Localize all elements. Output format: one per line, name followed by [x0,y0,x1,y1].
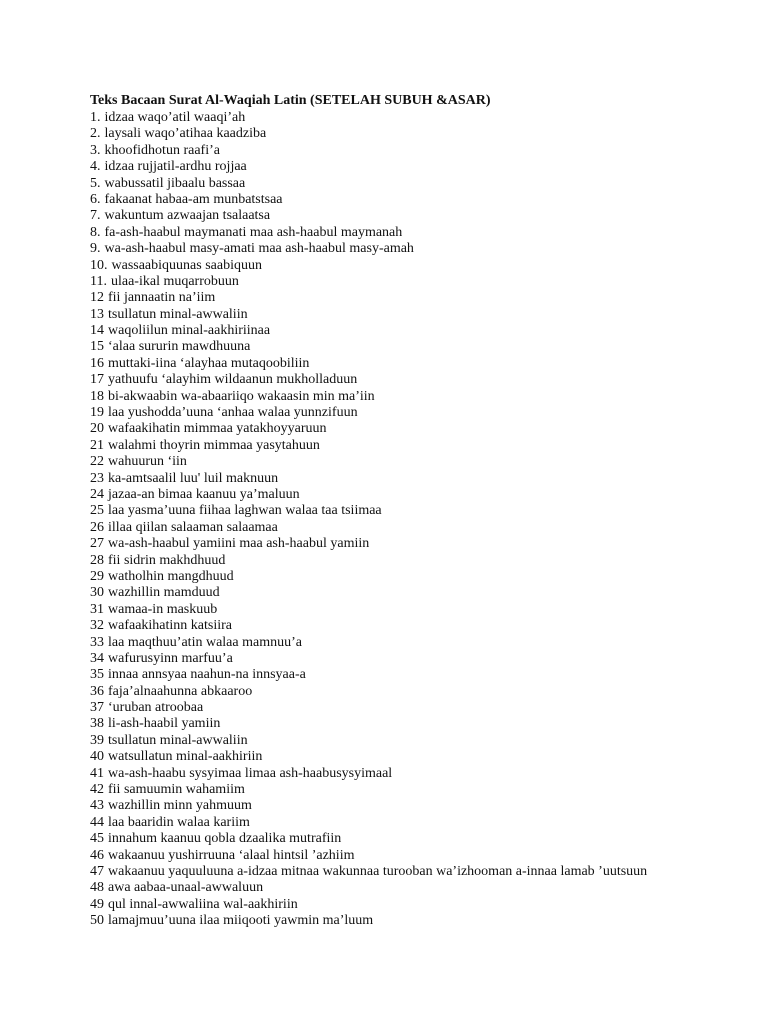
verse-number: 11. [90,273,107,289]
verse-line [90,438,750,454]
verse-line [90,405,750,421]
verse-text: wazhillin mamduud [108,585,220,601]
verse-number: 2. [90,126,101,142]
verse-number: 32 [90,618,104,634]
verse-text: bi-akwaabin wa-abaariiqo wakaasin min ma’iin [108,388,375,404]
verse-text: tsullatun minal-awwaliin [108,732,248,748]
verse-line [90,503,750,519]
document-title: Teks Bacaan Surat Al-Waqiah Latin (SETELAH SUBUH &ASAR) [90,93,491,108]
verse-line [90,897,750,913]
verse-number: 8. [90,224,101,240]
verse-line [90,913,750,929]
verse-text: walahmi thoyrin mimmaa yasytahuun [108,437,320,453]
verse-text: innaa annsyaa naahun-na innsyaa-a [108,667,306,683]
verse-text: wakuntum azwaajan tsalaatsa [104,208,271,224]
verse-line [90,831,750,847]
verse-text: wazhillin minn yahmuum [108,798,252,814]
verse-line [90,159,750,175]
verse-line [90,454,750,470]
verse-line [90,618,750,634]
verse-text: jazaa-an bimaa kaanuu ya’maluun [108,486,300,502]
verse-line [90,471,750,487]
verse-text: laa maqthuu’atin walaa mamnuu’a [108,634,302,650]
verse-line [90,749,750,765]
verse-line [90,716,750,732]
verse-number: 29 [90,568,104,584]
verse-line [90,815,750,831]
verse-number: 6. [90,191,101,207]
document-page [90,92,750,930]
verse-number: 36 [90,683,104,699]
verse-text: illaa qiilan salaaman salaamaa [108,519,278,535]
verse-text: wamaa-in maskuub [108,601,218,617]
verse-line [90,258,750,274]
verse-text: fakaanat habaa-am munbatstsaa [104,191,283,207]
verse-line [90,798,750,814]
verse-number: 18 [90,388,104,404]
verse-text: laysali waqo’atihaa kaadziba [104,126,267,142]
verse-text: wafaakihatin mimmaa yatakhoyyaruun [108,421,327,437]
verse-number: 43 [90,798,104,814]
verse-number: 35 [90,667,104,683]
verse-number: 21 [90,437,104,453]
verse-text: fii samuumin wahamiim [108,782,245,798]
verse-number: 7. [90,208,101,224]
verse-number: 14 [90,323,104,339]
verse-text: faja’alnaahunna abkaaroo [108,683,253,699]
verse-line [90,290,750,306]
verse-line [90,766,750,782]
verse-text: ka-amtsaalil luu' luil maknuun [108,470,279,486]
verse-number: 39 [90,732,104,748]
verse-text: ulaa-ikal muqarrobuun [110,273,239,289]
verse-number: 31 [90,601,104,617]
verse-text: wakaanuu yaquuluuna a-idzaa mitnaa wakunnaa turooban wa’izhooman a-innaa lamab ’uutsuun [108,863,648,879]
verse-text: wahuurun ‘iin [108,454,187,470]
verse-line [90,339,750,355]
verse-number: 34 [90,650,104,666]
verse-line [90,274,750,290]
verse-text: li-ash-haabil yamiin [108,716,221,732]
verse-line [90,176,750,192]
verse-text: laa yasma’uuna fiihaa laghwan walaa taa tsiimaa [108,503,382,519]
verse-text: khoofidhotun raafi’a [104,142,220,158]
verse-line [90,110,750,126]
verse-line [90,667,750,683]
verse-number: 49 [90,896,104,912]
verse-line [90,487,750,503]
verse-text: muttaki-iina ‘alayhaa mutaqoobiliin [108,355,310,371]
verse-number: 40 [90,749,104,765]
verse-line [90,389,750,405]
verse-line [90,372,750,388]
verse-number: 12 [90,290,104,306]
verse-line [90,864,750,880]
verse-line [90,602,750,618]
verse-number: 28 [90,552,104,568]
verse-text: watholhin mangdhuud [108,568,234,584]
verse-list [90,110,750,930]
verse-line [90,733,750,749]
verse-number: 30 [90,585,104,601]
verse-line [90,635,750,651]
verse-text: fii sidrin makhdhuud [108,552,226,568]
verse-line [90,569,750,585]
verse-text: ‘uruban atroobaa [108,700,204,716]
verse-line [90,553,750,569]
verse-text: fii jannaatin na’iim [108,290,216,306]
verse-text: wa-ash-haabul masy-amati maa ash-haabul masy-amah [104,241,414,257]
verse-text: yathuufu ‘alayhim wildaanun mukholladuun [108,372,358,388]
verse-text: tsullatun minal-awwaliin [108,306,248,322]
verse-text: wa-ash-haabul yamiini maa ash-haabul yamiin [108,536,370,552]
verse-number: 17 [90,372,104,388]
verse-line [90,520,750,536]
verse-line [90,356,750,372]
verse-text: fa-ash-haabul maymanati maa ash-haabul maymanah [104,224,403,240]
verse-text: watsullatun minal-aakhiriin [108,749,263,765]
verse-number: 26 [90,519,104,535]
verse-number: 37 [90,700,104,716]
verse-number: 50 [90,913,104,929]
verse-number: 27 [90,536,104,552]
verse-text: laa baaridin walaa kariim [108,814,250,830]
verse-text: wakaanuu yushirruuna ‘alaal hintsil ’azhiim [108,847,355,863]
verse-number: 38 [90,716,104,732]
verse-line [90,700,750,716]
verse-number: 42 [90,782,104,798]
verse-text: wafurusyinn marfuu’a [108,650,233,666]
verse-text: awa aabaa-unaal-awwaluun [108,880,264,896]
verse-number: 15 [90,339,104,355]
verse-line [90,126,750,142]
verse-number: 23 [90,470,104,486]
verse-line [90,651,750,667]
verse-number: 33 [90,634,104,650]
verse-text: qul innal-awwaliina wal-aakhiriin [108,896,298,912]
verse-text: lamajmuu’uuna ilaa miiqooti yawmin ma’luum [108,913,374,929]
verse-line [90,684,750,700]
verse-text: innahum kaanuu qobla dzaalika mutrafiin [108,831,342,847]
verse-number: 9. [90,241,101,257]
verse-line [90,323,750,339]
verse-number: 25 [90,503,104,519]
verse-number: 47 [90,863,104,879]
verse-line [90,421,750,437]
verse-text: idzaa waqo’atil waaqi’ah [104,110,246,125]
verse-number: 44 [90,814,104,830]
verse-text: idzaa rujjatil-ardhu rojjaa [104,159,247,175]
verse-text: waqoliilun minal-aakhiriinaa [108,323,271,339]
verse-text: wabussatil jibaalu bassaa [104,175,246,191]
verse-line [90,585,750,601]
verse-text: laa yushodda’uuna ‘anhaa walaa yunnzifuun [108,405,358,421]
verse-number: 48 [90,880,104,896]
verse-line [90,143,750,159]
verse-line [90,225,750,241]
verse-number: 45 [90,831,104,847]
verse-number: 10. [90,257,108,273]
verse-line [90,848,750,864]
verse-line [90,192,750,208]
verse-line [90,241,750,257]
verse-number: 41 [90,765,104,781]
verse-number: 24 [90,486,104,502]
verse-number: 20 [90,421,104,437]
verse-text: wa-ash-haabu sysyimaa limaa ash-haabusysyimaal [108,765,393,781]
verse-line [90,536,750,552]
verse-number: 19 [90,405,104,421]
verse-number: 22 [90,454,104,470]
verse-line [90,208,750,224]
verse-line [90,307,750,323]
verse-line [90,782,750,798]
verse-text: wafaakihatinn katsiira [108,618,233,634]
verse-text: ‘alaa sururin mawdhuuna [108,339,251,355]
verse-number: 5. [90,175,101,191]
verse-number: 46 [90,847,104,863]
verse-number: 4. [90,159,101,175]
verse-number: 16 [90,355,104,371]
verse-number: 13 [90,306,104,322]
verse-text: wassaabiquunas saabiquun [111,257,262,273]
verse-line [90,880,750,896]
verse-number: 1. [90,110,101,125]
verse-number: 3. [90,142,101,158]
